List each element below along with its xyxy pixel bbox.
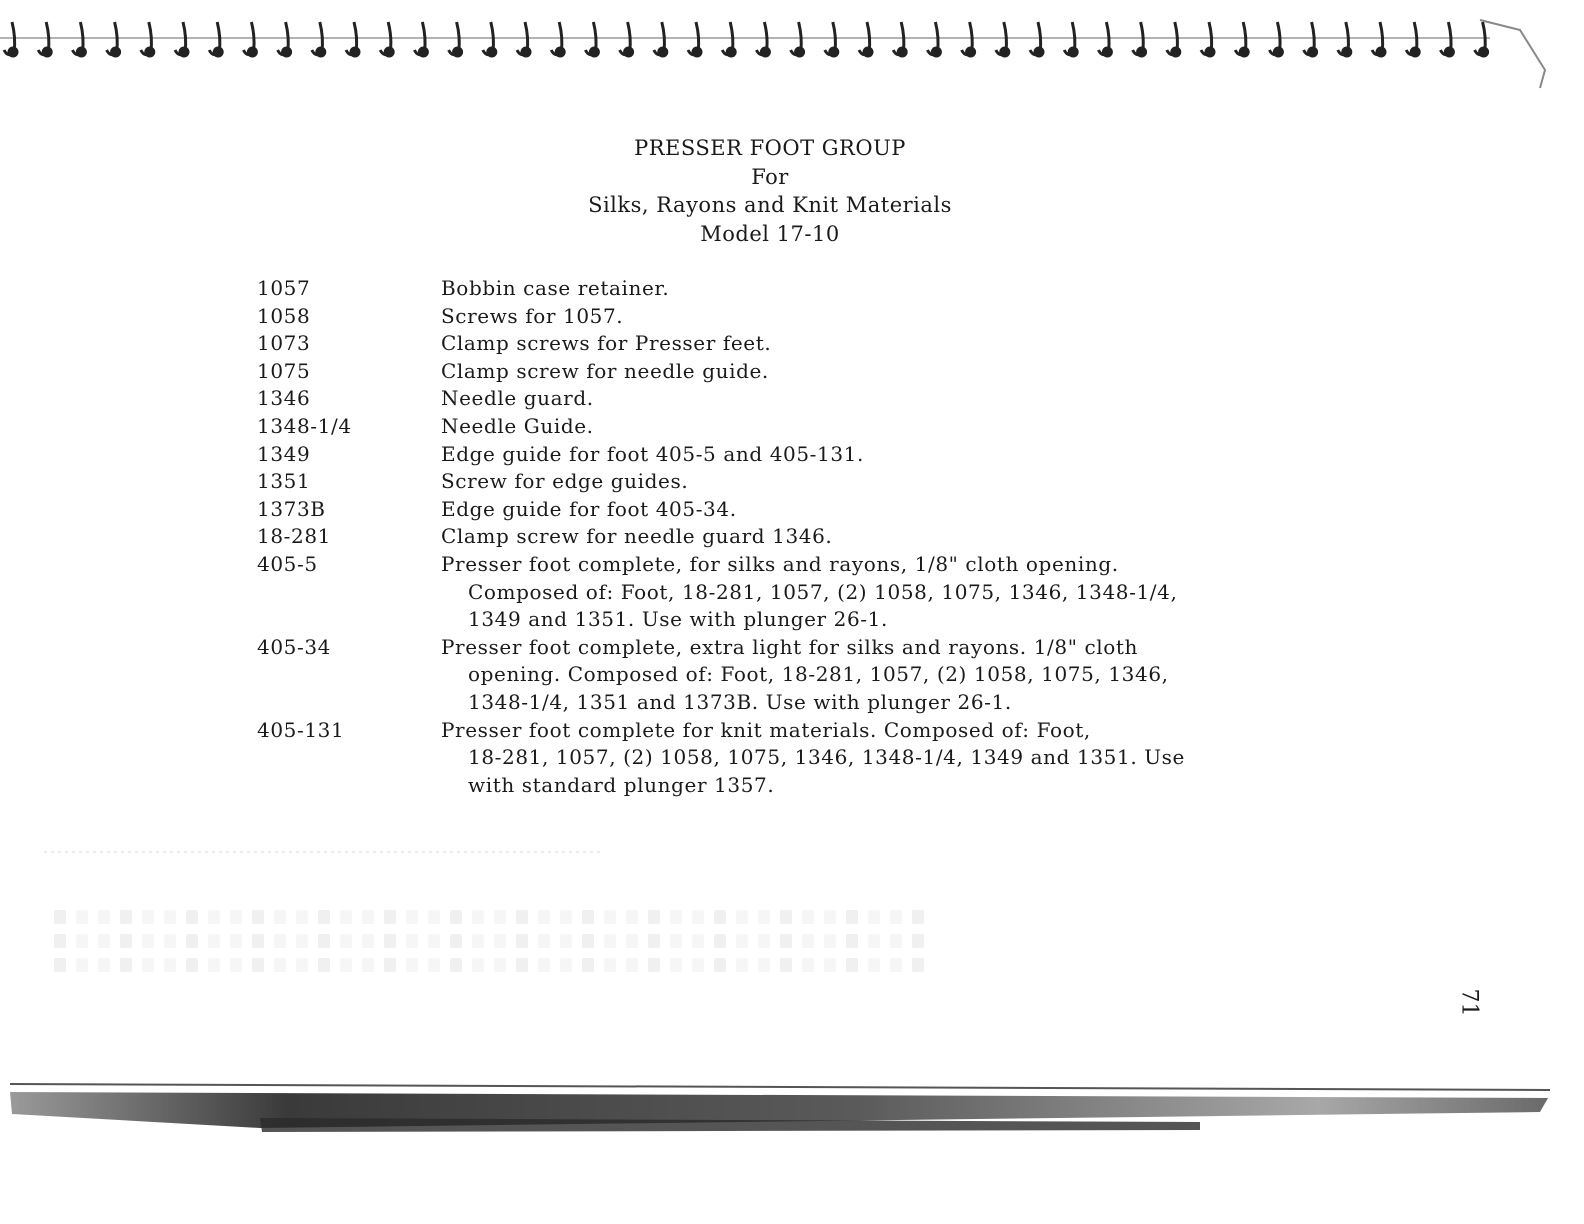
spiral-hole	[1445, 48, 1453, 56]
description-line: Bobbin case retainer.	[441, 276, 670, 300]
spiral-hole	[796, 48, 804, 56]
faint-speck	[912, 958, 924, 972]
faint-speck	[340, 958, 352, 972]
title-line: PRESSER FOOT GROUP	[634, 136, 906, 160]
spiral-hole	[1343, 48, 1351, 56]
faint-speck	[164, 958, 176, 972]
spiral-hole	[556, 48, 564, 56]
part-row	[257, 275, 1317, 303]
faint-speck	[824, 934, 836, 948]
faint-speck	[428, 934, 440, 948]
part-row	[257, 634, 1317, 717]
faint-speck	[450, 910, 462, 924]
faint-speck	[846, 910, 858, 924]
part-number: 405-131	[257, 717, 345, 742]
faint-speck	[54, 958, 66, 972]
part-description	[441, 468, 1317, 496]
faint-speck	[780, 910, 792, 924]
spiral-hole	[967, 48, 975, 56]
description-line: 1348-1/4, 1351 and 1373B. Use with plunger 26-1.	[468, 689, 1012, 714]
description-line: Screw for edge guides.	[441, 469, 689, 494]
faint-speck	[406, 934, 418, 948]
part-description	[441, 303, 1317, 331]
spiral-hole	[1411, 48, 1419, 56]
spiral-hole	[1274, 48, 1282, 56]
part-number: 1057	[257, 276, 311, 300]
faint-speck	[912, 910, 924, 924]
part-number: 1373B	[257, 496, 326, 521]
faint-speck	[890, 910, 902, 924]
faint-speck	[296, 958, 308, 972]
part-description	[441, 385, 1317, 413]
spiral-hole	[351, 48, 359, 56]
faint-speck	[76, 958, 88, 972]
faint-speck	[736, 958, 748, 972]
faint-speck	[626, 958, 638, 972]
faint-speck	[76, 934, 88, 948]
spiral-hole	[1309, 48, 1317, 56]
part-number: 1346	[257, 386, 311, 411]
part-row	[257, 496, 1317, 524]
faint-speck	[98, 958, 110, 972]
spiral-hole	[1103, 48, 1111, 56]
faint-speck	[406, 910, 418, 924]
faint-speck	[758, 910, 770, 924]
model-line: Model 17-10	[700, 221, 840, 246]
description-line: Presser foot complete, extra light for silks and rayons. 1/8" cloth	[441, 634, 1139, 659]
part-row	[257, 330, 1317, 358]
faint-speck	[384, 910, 396, 924]
faint-speck	[340, 910, 352, 924]
faint-speck	[604, 958, 616, 972]
faint-speck	[208, 958, 220, 972]
faint-speck	[384, 958, 396, 972]
subtitle-line: Silks, Rayons and Knit Materials	[588, 193, 952, 217]
spiral-hole	[180, 48, 188, 56]
spiral-hole	[419, 48, 427, 56]
faint-speck	[142, 934, 154, 948]
faint-speck	[648, 934, 660, 948]
part-row	[257, 717, 1317, 800]
spiral-hole	[488, 48, 496, 56]
faint-speck	[76, 910, 88, 924]
spiral-hole	[385, 48, 393, 56]
faint-speck	[648, 910, 660, 924]
faint-speck	[252, 958, 264, 972]
part-row	[257, 385, 1317, 413]
spiral-hole	[1035, 48, 1043, 56]
part-description	[441, 358, 1317, 386]
faint-speck	[912, 934, 924, 948]
spiral-hole	[864, 48, 872, 56]
faint-speck	[362, 958, 374, 972]
faint-speck	[142, 910, 154, 924]
part-description	[441, 717, 1317, 800]
faint-speck	[692, 910, 704, 924]
title-block	[500, 134, 1040, 248]
faint-speck	[120, 910, 132, 924]
faint-speck	[230, 958, 242, 972]
faint-speck	[494, 934, 506, 948]
faint-speck	[98, 934, 110, 948]
faint-speck	[582, 910, 594, 924]
faint-speck	[54, 910, 66, 924]
part-number: 1349	[257, 441, 311, 466]
part-description	[441, 523, 1317, 551]
spiral-hole	[454, 48, 462, 56]
faint-speck	[802, 934, 814, 948]
spiral-hole	[761, 48, 769, 56]
parts-list	[257, 275, 1317, 799]
faint-speck	[780, 934, 792, 948]
description-line: Edge guide for foot 405-5 and 405-131.	[441, 441, 864, 466]
faint-speck	[868, 910, 880, 924]
faint-speck	[890, 934, 902, 948]
page-number: 71	[1456, 988, 1482, 1017]
part-number: 1075	[257, 358, 311, 383]
spiral-hole	[1480, 48, 1488, 56]
part-number: 18-281	[257, 524, 331, 549]
faint-speck	[340, 934, 352, 948]
faint-speck	[846, 958, 858, 972]
faint-speck	[516, 934, 528, 948]
faint-speck	[362, 934, 374, 948]
faint-speck	[758, 958, 770, 972]
spiral-hole	[522, 48, 530, 56]
faint-speck	[186, 958, 198, 972]
faint-speck	[208, 934, 220, 948]
faint-speck	[538, 910, 550, 924]
faint-bleedthrough	[44, 850, 944, 990]
spiral-hole	[1240, 48, 1248, 56]
spiral-hole	[1206, 48, 1214, 56]
faint-speck	[824, 910, 836, 924]
faint-speck	[494, 958, 506, 972]
faint-speck	[296, 910, 308, 924]
spiral-hole	[1001, 48, 1009, 56]
spiral-hole	[1138, 48, 1146, 56]
faint-speck	[164, 910, 176, 924]
spiral-hole	[693, 48, 701, 56]
faint-speck	[560, 910, 572, 924]
faint-speck	[802, 958, 814, 972]
faint-speck	[824, 958, 836, 972]
page-bottom-edge	[0, 1078, 1584, 1138]
part-number: 405-5	[257, 551, 318, 576]
faint-speck	[538, 934, 550, 948]
faint-speck	[758, 934, 770, 948]
faint-speck	[670, 934, 682, 948]
faint-speck	[626, 910, 638, 924]
part-row	[257, 413, 1317, 441]
spiral-hole	[9, 48, 17, 56]
part-row	[257, 523, 1317, 551]
faint-speck	[516, 958, 528, 972]
description-line: Clamp screws for Presser feet.	[441, 331, 772, 356]
faint-speck	[252, 910, 264, 924]
faint-speck	[450, 958, 462, 972]
description-line: Clamp screw for needle guard 1346.	[441, 524, 833, 549]
faint-speck	[692, 958, 704, 972]
spiral-hole	[590, 48, 598, 56]
description-line: Screws for 1057.	[441, 303, 624, 328]
spiral-hole	[727, 48, 735, 56]
faint-speck	[736, 934, 748, 948]
faint-speck	[736, 910, 748, 924]
part-number: 1073	[257, 331, 311, 356]
faint-speck	[164, 934, 176, 948]
faint-speck	[472, 934, 484, 948]
faint-speck	[604, 934, 616, 948]
faint-speck	[472, 958, 484, 972]
faint-speck	[868, 934, 880, 948]
description-line: Needle guard.	[441, 386, 594, 411]
description-line: Composed of: Foot, 18-281, 1057, (2) 1058, 1075, 1346, 1348-1/4,	[468, 579, 1178, 604]
faint-speck	[538, 958, 550, 972]
description-line: Edge guide for foot 405-34.	[441, 496, 737, 521]
part-description	[441, 634, 1317, 717]
part-description	[441, 330, 1317, 358]
spiral-hole	[1172, 48, 1180, 56]
part-number: 1351	[257, 469, 311, 494]
part-number: 405-34	[257, 634, 331, 659]
faint-speck	[648, 958, 660, 972]
description-line: opening. Composed of: Foot, 18-281, 1057, (2) 1058, 1075, 1346,	[468, 662, 1169, 687]
spiral-hole	[146, 48, 154, 56]
faint-speck	[120, 958, 132, 972]
faint-speck	[208, 910, 220, 924]
faint-speck	[54, 934, 66, 948]
spiral-hole	[43, 48, 51, 56]
part-number: 1348-1/4	[257, 413, 352, 438]
faint-speck	[494, 910, 506, 924]
part-row	[257, 358, 1317, 386]
faint-speck	[274, 958, 286, 972]
faint-speck	[428, 910, 440, 924]
faint-speck	[186, 934, 198, 948]
spiral-hole	[659, 48, 667, 56]
description-line: Presser foot complete for knit materials. Composed of: Foot,	[441, 717, 1091, 742]
faint-speck	[604, 910, 616, 924]
spiral-hole	[77, 48, 85, 56]
part-description	[441, 441, 1317, 469]
spiral-hole	[248, 48, 256, 56]
faint-speck	[318, 934, 330, 948]
faint-speck	[362, 910, 374, 924]
part-row	[257, 551, 1317, 634]
description-line: with standard plunger 1357.	[468, 772, 775, 797]
faint-speck	[384, 934, 396, 948]
faint-speck	[230, 934, 242, 948]
faint-speck	[120, 934, 132, 948]
faint-speck	[450, 934, 462, 948]
description-line: Needle Guide.	[441, 413, 594, 438]
faint-speck	[582, 958, 594, 972]
spiral-hole	[830, 48, 838, 56]
faint-speck	[780, 958, 792, 972]
faint-speck	[802, 910, 814, 924]
spiral-hole	[1069, 48, 1077, 56]
spiral-hole	[317, 48, 325, 56]
faint-speck	[318, 910, 330, 924]
description-line: Clamp screw for needle guide.	[441, 358, 769, 383]
part-row	[257, 303, 1317, 331]
faint-speck	[428, 958, 440, 972]
part-description	[441, 275, 1317, 303]
spiral-binding	[0, 0, 1584, 90]
faint-speck	[714, 910, 726, 924]
faint-speck	[670, 910, 682, 924]
part-description	[441, 496, 1317, 524]
faint-speck	[692, 934, 704, 948]
faint-speck	[626, 934, 638, 948]
spiral-hole	[625, 48, 633, 56]
faint-speck	[296, 934, 308, 948]
part-description	[441, 413, 1317, 441]
faint-speck	[582, 934, 594, 948]
faint-speck	[274, 910, 286, 924]
faint-speck	[318, 958, 330, 972]
part-row	[257, 468, 1317, 496]
faint-speck	[274, 934, 286, 948]
spiral-hole	[1377, 48, 1385, 56]
faint-speck	[560, 934, 572, 948]
description-line: 1349 and 1351. Use with plunger 26-1.	[468, 607, 888, 632]
faint-speck	[406, 958, 418, 972]
subtitle-line: For	[751, 164, 789, 189]
faint-speck	[714, 958, 726, 972]
faint-speck	[560, 958, 572, 972]
faint-speck	[98, 910, 110, 924]
spiral-hole	[112, 48, 120, 56]
spiral-hole	[283, 48, 291, 56]
faint-speck	[252, 934, 264, 948]
part-description	[441, 551, 1317, 634]
faint-speck	[890, 958, 902, 972]
faint-speck	[714, 934, 726, 948]
part-number: 1058	[257, 303, 311, 328]
faint-speck	[670, 958, 682, 972]
faint-speck	[516, 910, 528, 924]
faint-speck	[230, 910, 242, 924]
description-line: 18-281, 1057, (2) 1058, 1075, 1346, 1348-1/4, 1349 and 1351. Use	[468, 745, 1185, 770]
faint-speck	[186, 910, 198, 924]
part-row	[257, 441, 1317, 469]
faint-speck	[846, 934, 858, 948]
spiral-hole	[214, 48, 222, 56]
spiral-hole	[932, 48, 940, 56]
faint-speck	[142, 958, 154, 972]
description-line: Presser foot complete, for silks and rayons, 1/8" cloth opening.	[441, 551, 1119, 576]
spiral-hole	[898, 48, 906, 56]
faint-speck	[868, 958, 880, 972]
faint-speck	[472, 910, 484, 924]
